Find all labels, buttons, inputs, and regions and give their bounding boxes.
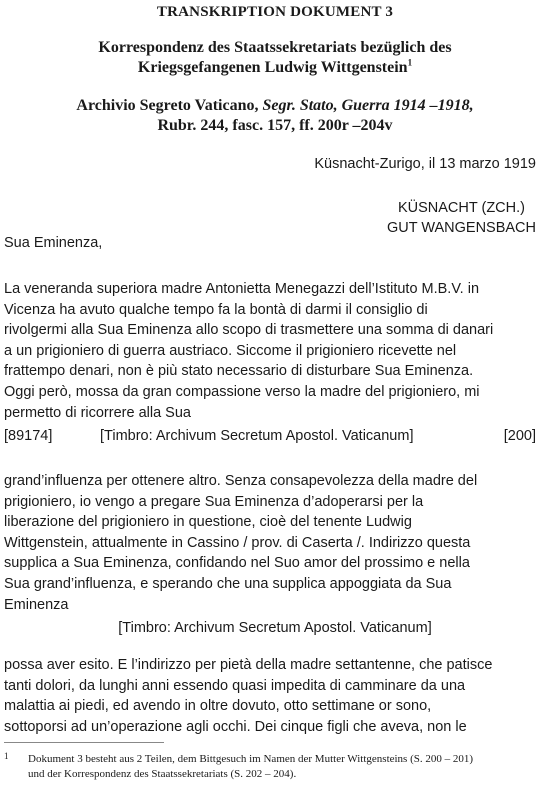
paragraph-line: prigioniero, io vengo a pregare Sua Eminenza d’adoperarsi per la bbox=[4, 493, 424, 510]
paragraph-line: rivolgermi alla Sua Eminenza allo scopo di trasmettere una somma di danari bbox=[4, 322, 494, 339]
footnote-line1: Dokument 3 besteht aus 2 Teilen, dem Bittgesuch im Namen der Mutter Wittgensteins (S. 200 – 201) bbox=[28, 753, 474, 765]
paragraph-line: grand’influenza per ottenere altro. Senza consapevolezza della madre del bbox=[4, 473, 478, 489]
footnote-line2: und der Korrespondenz des Staatssekretariats (S. 202 – 204). bbox=[28, 768, 297, 780]
paragraph-line: Vicenza ha avuto qualche tempo fa la bontà di darmi il consiglio di bbox=[4, 301, 428, 318]
letterhead-line1: KÜSNACHT (ZCH.) bbox=[397, 200, 525, 216]
correspondence-heading bbox=[10, 38, 540, 78]
paragraph-line: Wittgenstein, attualmente in Cassino / prov. di Caserta /. Indirizzo questa bbox=[4, 534, 471, 551]
paragraph-line: tanti dolori, da lunghi anni essendo quasi impedita di camminare da una bbox=[4, 677, 466, 694]
salutation: Sua Eminenza, bbox=[4, 235, 103, 251]
footnote-divider bbox=[4, 742, 164, 743]
heading2-line1-pre: Archivio Segreto Vaticano, bbox=[76, 97, 263, 114]
paragraph-line: possa aver esito. E l’indirizzo per pietà della madre settantenne, che patisce bbox=[4, 657, 493, 673]
footnote bbox=[4, 752, 544, 782]
paragraph-line: Eminenza bbox=[4, 596, 69, 613]
letterhead bbox=[387, 198, 536, 238]
paragraph-2 bbox=[4, 471, 536, 615]
heading2-line1-italic: Segr. Stato, Guerra 1914 –1918, bbox=[262, 97, 474, 114]
stamp-annotation: [Timbro: Archivum Secretum Apostol. Vaticanum] bbox=[100, 428, 414, 444]
heading2-line2: Rubr. 244, fasc. 157, ff. 200r –204v bbox=[157, 117, 393, 134]
paragraph-line: frattempo denari, non è più stato necessario di disturbare Sua Eminenza. bbox=[4, 363, 474, 380]
heading1-line1: Korrespondenz des Staatssekretariats bezüglich des bbox=[98, 39, 452, 56]
footnote-reference[interactable]: 1 bbox=[407, 57, 413, 68]
folio-number: [200] bbox=[503, 428, 536, 444]
heading1-line2: Kriegsgefangenen Ludwig Wittgenstein bbox=[137, 59, 408, 76]
paragraph-3 bbox=[4, 655, 536, 737]
paragraph-line: malattia ai piedi, ed avendo in oltre dovuto, otto settimane or sono, bbox=[4, 698, 432, 715]
paragraph-line: Oggi però, mossa da gran compassione verso la madre del prigioniero, mi bbox=[4, 383, 480, 400]
paragraph-line: a un prigioniero di guerra austriaco. Siccome il prigioniero ricevette nel bbox=[4, 342, 457, 359]
archive-number: [89174] bbox=[4, 428, 53, 444]
footnote-text bbox=[4, 752, 544, 782]
paragraph-line: La veneranda superiora madre Antonietta Menegazzi dell’Istituto M.B.V. in bbox=[4, 281, 480, 297]
stamp-annotation-center: [Timbro: Archivum Secretum Apostol. Vaticanum] bbox=[118, 620, 432, 636]
paragraph-1 bbox=[4, 279, 536, 423]
paragraph-line: liberazione del prigioniero in questione, cioè del tenente Ludwig bbox=[4, 514, 412, 531]
footnote-marker: 1 bbox=[4, 751, 9, 761]
paragraph-line: sottoporsi ad un’operazione agli occhi. Dei cinque figli che aveva, non le bbox=[4, 718, 467, 735]
letterhead-line2: GUT WANGENSBACH bbox=[386, 220, 536, 236]
paragraph-line: permetto di ricorrere alla Sua bbox=[4, 404, 191, 421]
document-title: TRANSKRIPTION DOKUMENT 3 bbox=[156, 4, 394, 20]
archive-reference-heading bbox=[10, 96, 540, 136]
letter-date: Küsnacht-Zurigo, il 13 marzo 1919 bbox=[314, 156, 536, 172]
paragraph-line: Sua grand’influenza, e sperando che una supplica appoggiata da Sua bbox=[4, 575, 452, 592]
paragraph-line: supplica a Sua Eminenza, confidando nel Suo amor del prossimo e nella bbox=[4, 555, 470, 572]
